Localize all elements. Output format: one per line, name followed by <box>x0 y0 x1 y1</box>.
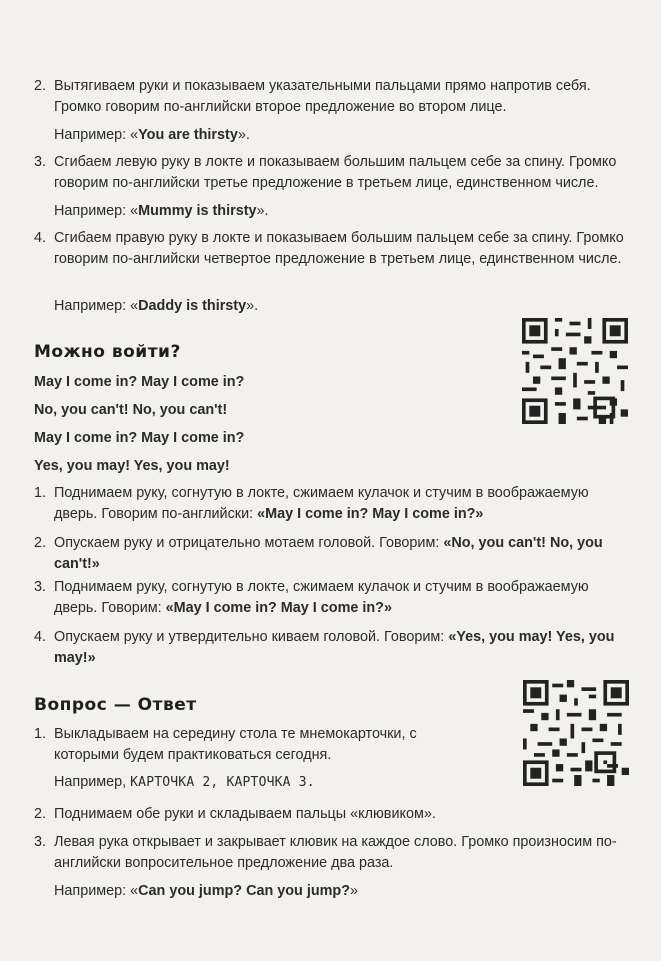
example-phrase: Mummy is thirsty <box>138 203 257 219</box>
item-text: Поднимаем руку, согнутую в локте, сжимаем кулачок и стучим в воображаемую дверь. Говорим: <box>54 579 589 616</box>
item-text: Вытягиваем руки и показываем указательными пальцами прямо напротив себя. Громко говорим по-английски второе предложение во втором лице. <box>54 78 591 115</box>
qr-code-icon[interactable] <box>523 680 629 786</box>
item-number: 1. <box>34 485 47 501</box>
example-line: Например: «Mummy is thirsty». <box>54 203 269 219</box>
item-text: Левая рука открывает и закрывает клювик на каждое слово. Громко произносим по-английски вопросительное предложение два раза. <box>54 834 617 871</box>
qr-code-image <box>522 318 628 424</box>
quote-phrase: «Yes, you may! Yes, you may!» <box>54 629 615 666</box>
phrase-line: May I come in? May I come in? <box>34 374 245 390</box>
example-phrase: Can you jump? Can you jump? <box>138 883 351 899</box>
section-heading: Вопрос — Ответ <box>34 695 197 715</box>
item-number: 3. <box>34 834 47 850</box>
qr-code-icon[interactable] <box>522 318 628 424</box>
item-number: 4. <box>34 629 47 645</box>
example-phrase: You are thirsty <box>138 127 238 143</box>
phrase-line: No, you can't! No, you can't! <box>34 402 228 418</box>
item-number: 2. <box>34 535 47 551</box>
quote-phrase: «No, you can't! No, you can't!» <box>54 535 603 572</box>
item-text: Сгибаем левую руку в локте и показываем большим пальцем себе за спину. Громко говорим по-английски третье предложение в третьем лице, единственном числе. <box>54 154 617 191</box>
item-text: Опускаем руку и отрицательно мотаем головой. Говорим: <box>54 535 444 551</box>
qr-code-image <box>523 680 629 786</box>
item-text: Поднимаем руку, согнутую в локте, сжимаем кулачок и стучим в воображаемую дверь. Говорим по-английски: <box>54 485 589 522</box>
item-number: 2. <box>34 78 47 94</box>
phrase-line: May I come in? May I come in? <box>34 430 245 446</box>
card-reference: КАРТОЧКА 2, КАРТОЧКА 3. <box>130 775 315 790</box>
section-heading: Можно войти? <box>34 342 181 362</box>
item-text: Опускаем руку и утвердительно киваем головой. Говорим: <box>54 629 449 645</box>
item-number: 2. <box>34 806 47 822</box>
phrase-line: Yes, you may! Yes, you may! <box>34 458 230 474</box>
item-number: 3. <box>34 154 47 170</box>
item-text: Выкладываем на середину стола те мнемокарточки, с которыми будем практиковаться сегодня. <box>54 726 417 763</box>
item-number: 1. <box>34 726 47 742</box>
item-text: Сгибаем правую руку в локте и показываем большим пальцем себе за спину. Громко говорим по-английски четвертое предложение в третьем лице, единственном числе. <box>54 230 624 267</box>
example-line: Например: «Can you jump? Can you jump?» <box>54 883 359 899</box>
item-number: 4. <box>34 230 47 246</box>
quote-phrase: «May I come in? May I come in?» <box>257 505 484 522</box>
item-number: 3. <box>34 579 47 595</box>
example-line: Например: «Daddy is thirsty». <box>54 298 259 314</box>
quote-phrase: «May I come in? May I come in?» <box>165 599 392 616</box>
item-text: Поднимаем обе руки и складываем пальцы «клювиком». <box>54 806 436 822</box>
example-phrase: Daddy is thirsty <box>138 298 247 314</box>
example-line: Например, КАРТОЧКА 2, КАРТОЧКА 3. <box>54 774 315 790</box>
example-line: Например: «You are thirsty». <box>54 127 250 143</box>
